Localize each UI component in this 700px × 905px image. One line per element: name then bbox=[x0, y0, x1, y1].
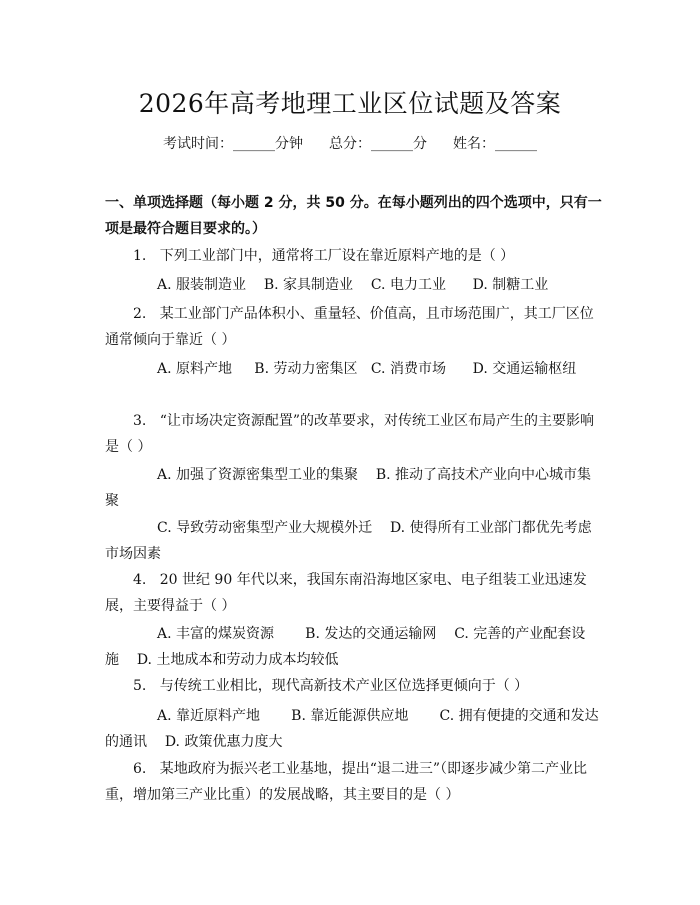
option-d: D. 土地成本和劳动力成本均较低 bbox=[136, 652, 339, 668]
option-b: B. 劳动力密集区 bbox=[254, 361, 358, 377]
question-number: 1. bbox=[133, 248, 147, 264]
option-d: D. 使得所有工业部门都优先考虑市场因素 bbox=[105, 520, 592, 562]
question-number: 2. bbox=[133, 306, 147, 322]
question-stem: 20 世纪 90 年代以来，我国东南沿海地区家电、电子组装工业迅速发展，主要得益于（ ） bbox=[105, 572, 587, 614]
question-stem: 某工业部门产品体积小、重量轻、价值高，且市场范围广，其工厂区位通常倾向于靠近（ ） bbox=[105, 306, 594, 348]
option-c: C. 消费市场 bbox=[370, 361, 446, 377]
option-b: B. 靠近能源供应地 bbox=[291, 708, 409, 724]
question-2-options bbox=[105, 356, 603, 382]
option-d: D. 交通运输枢纽 bbox=[472, 361, 577, 377]
question-3-options-cd bbox=[105, 515, 603, 567]
option-a: A. 服装制造业 bbox=[157, 277, 247, 293]
option-b: B. 推动了高技术产业向中心城市集聚 bbox=[105, 467, 592, 509]
question-stem: 与传统工业相比，现代高新技术产业区位选择更倾向于（ ） bbox=[159, 678, 529, 694]
option-c: C. 导致劳动密集型产业大规模外迁 bbox=[157, 520, 373, 536]
question-4-options bbox=[105, 621, 603, 673]
option-d: D. 政策优惠力度大 bbox=[164, 734, 283, 750]
question-stem: 某地政府为振兴老工业基地，提出“退二进三”（即逐步减少第二产业比重，增加第三产业比重）的发展战略，其主要目的是（ ） bbox=[105, 761, 588, 803]
student-name-field: 姓名：______ bbox=[453, 136, 537, 152]
question-number: 6. bbox=[133, 761, 147, 777]
option-a: A. 加强了资源密集型工业的集聚 bbox=[157, 467, 359, 483]
question-stem: “让市场决定资源配置”的改革要求，对传统工业区布局产生的主要影响是（ ） bbox=[105, 413, 595, 455]
option-b: B. 发达的交通运输网 bbox=[305, 626, 437, 642]
question-2 bbox=[105, 301, 603, 353]
question-1 bbox=[105, 243, 603, 269]
page-title: 2026年高考地理工业区位试题及答案 bbox=[138, 89, 562, 118]
question-3-options-ab bbox=[105, 462, 603, 514]
question-4 bbox=[105, 567, 603, 619]
option-d: D. 制糖工业 bbox=[472, 277, 549, 293]
total-score-field: 总分：______分 bbox=[329, 136, 427, 152]
option-c: C. 拥有便捷的交通和发达的通讯 bbox=[105, 708, 599, 750]
option-a: A. 丰富的煤炭资源 bbox=[157, 626, 275, 642]
option-c: C. 电力工业 bbox=[370, 277, 446, 293]
question-5 bbox=[105, 673, 603, 699]
question-6 bbox=[105, 756, 603, 808]
question-stem: 下列工业部门中，通常将工厂设在靠近原料产地的是（ ） bbox=[159, 248, 515, 264]
exam-info-line bbox=[0, 133, 700, 153]
section-heading: 一、单项选择题（每小题 2 分，共 50 分。在每小题列出的四个选项中，只有一项是最符合题目要求的。） bbox=[105, 195, 602, 237]
question-5-options bbox=[105, 703, 603, 755]
exam-time-field: 考试时间：______分钟 bbox=[163, 136, 303, 152]
question-number: 4. bbox=[133, 572, 147, 588]
option-a: A. 靠近原料产地 bbox=[157, 708, 261, 724]
question-1-options bbox=[105, 272, 603, 298]
option-a: A. 原料产地 bbox=[157, 361, 233, 377]
question-number: 5. bbox=[133, 678, 147, 694]
question-number: 3. bbox=[133, 413, 147, 429]
question-3 bbox=[105, 408, 603, 460]
option-c: C. 完善的产业配套设施 bbox=[105, 626, 586, 668]
option-b: B. 家具制造业 bbox=[263, 277, 354, 293]
